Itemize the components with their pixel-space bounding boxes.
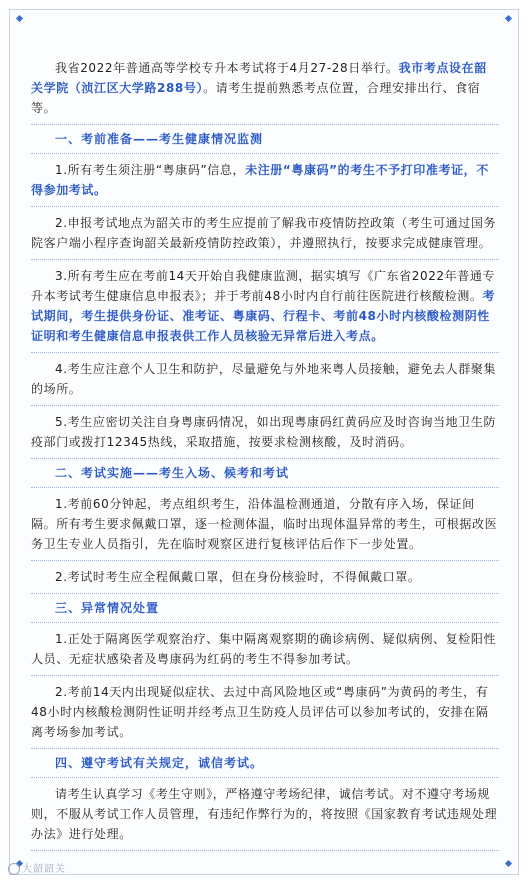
text-segment: 我省2022年普通高等学校专升本考试将于4月27-28日举行。 (55, 61, 399, 75)
paragraph (31, 561, 499, 594)
text-segment: 2.考前14天内出现疑似症状、去过中高风险地区或“粤康码”为黄码的考生，有48小时内核酸检测阴性证明并经考点卫生防疫人员评估可以参加考试的，安排在隔离考场参加考试。 (31, 685, 489, 739)
paragraph (31, 406, 499, 459)
emphasized-text: 一、考前准备——考生健康情况监测 (55, 132, 264, 146)
emphasized-text: 三、异常情况处置 (55, 601, 160, 615)
emphasized-text: 未注册“粤康码”的考生不予打印准考证，不得参加考试。 (31, 163, 489, 197)
watermark-text: 大韶韶关 (22, 864, 66, 875)
text-segment: 3.所有考生应在考前14天开始自我健康监测，据实填写《广东省2022年普通专升本考试考生健康信息申报表》；并于考前48小时内自行前往医院进行核酸检测。 (31, 269, 496, 303)
text-segment: 1.所有考生须注册“粤康码”信息， (55, 163, 246, 177)
section-heading (31, 459, 499, 488)
paragraph (31, 260, 499, 353)
emphasized-text: 二、考试实施——考生入场、候考和考试 (55, 466, 290, 480)
watermark-logo-icon (8, 863, 20, 875)
paragraph (31, 52, 499, 125)
paragraph (31, 676, 499, 749)
article-body (31, 52, 499, 851)
paragraph (31, 353, 499, 406)
paragraph (31, 623, 499, 676)
paragraph (31, 488, 499, 561)
paragraph (31, 778, 499, 851)
text-segment: 请考生认真学习《考生守则》，严格遵守考场纪律，诚信考试。对不遵守考场规则，不服从考试工作人员管理，有违纪作弊行为的，将按照《国家教育考试违规处理办法》进行处理。 (31, 787, 498, 841)
paragraph (31, 154, 499, 207)
section-heading (31, 594, 499, 623)
emphasized-text: 四、遵守考试有关规定，诚信考试。 (55, 756, 264, 770)
text-segment: 。请考生提前熟悉考点位置，合理安排出行、食宿等。 (31, 81, 481, 115)
emphasized-text: 我市考点设在韶关学院（浈江区大学路288号） (31, 61, 487, 95)
section-heading (31, 125, 499, 154)
text-segment: 1.正处于隔离医学观察治疗、集中隔离观察期的确诊病例、疑似病例、复检阳性人员、无症状感染者及粤康码为红码的考生不得参加考试。 (31, 632, 497, 666)
paragraph (31, 207, 499, 260)
text-segment: 2.申报考试地点为韶关市的考生应提前了解我市疫情防控政策（考生可通过国务院客户端小程序查询韶关最新疫情防控政策），并遵照执行，按要求完成健康管理。 (31, 216, 497, 250)
text-segment: 5.考生应密切关注自身粤康码情况，如出现粤康码红黄码应及时咨询当地卫生防疫部门或拨打12345热线，采取措施，按要求检测核酸，及时消码。 (31, 415, 497, 449)
text-segment: 1.考前60分钟起，考点组织考生，沿体温检测通道，分散有序入场，保证间隔。所有考生要求佩戴口罩，逐一检测体温，临时出现体温异常的考生，可根据改医务卫生专业人员指引，先在临时观察区进行复核评估后作下一步处置。 (31, 497, 498, 551)
section-heading (31, 749, 499, 778)
emphasized-text: 考试期间，考生提供身份证、准考证、粤康码、行程卡、考前48小时内核酸检测阴性证明和考生健康信息申报表供工作人员核验无异常后进入考点。 (31, 289, 496, 343)
watermark (8, 860, 66, 875)
text-segment: 4.考生应注意个人卫生和防护，尽量避免与外地来粤人员接触，避免去人群聚集的场所。 (31, 362, 497, 396)
text-segment: 2.考试时考生应全程佩戴口罩，但在身份核验时，不得佩戴口罩。 (55, 570, 421, 584)
